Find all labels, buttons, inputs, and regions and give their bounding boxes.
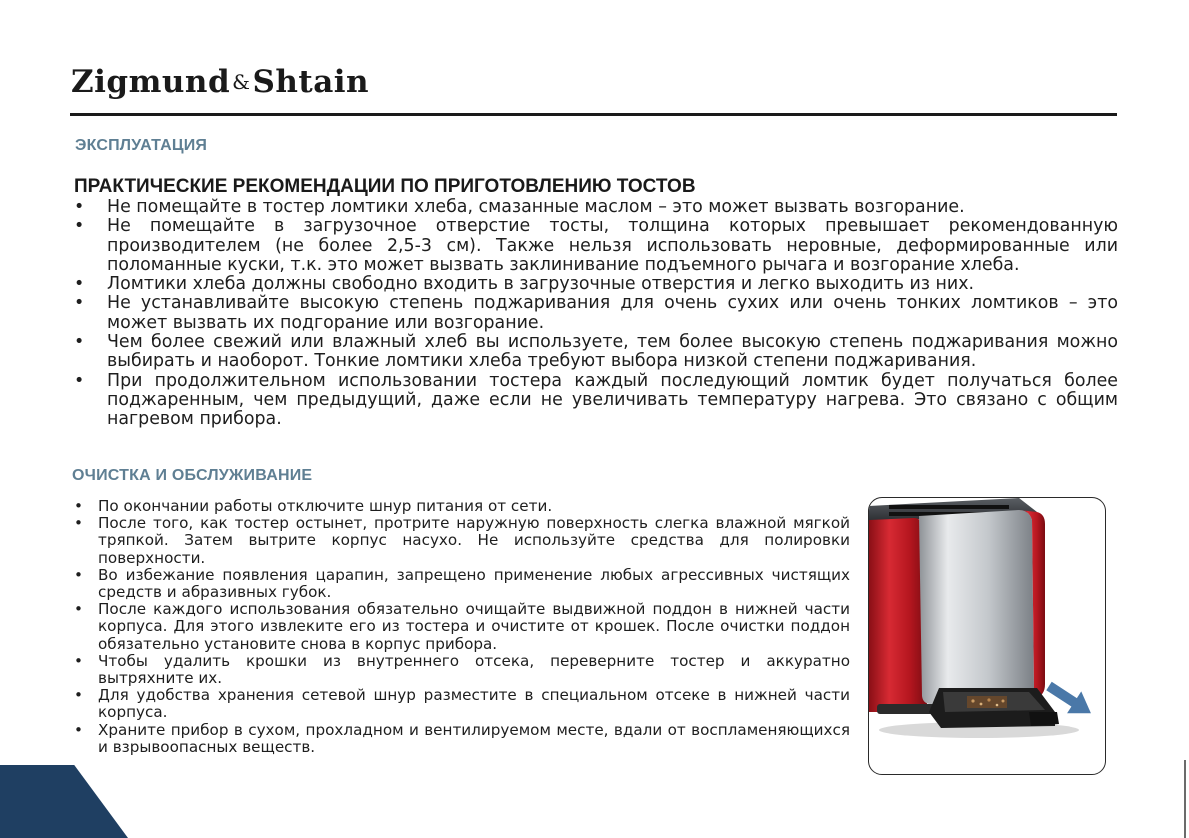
list-item: • Не устанавливайте высокую степень поджаривания для очень сухих или очень тонких ломтиков – это может вызвать их подгорание или возгорание. (74, 294, 1118, 333)
corner-decoration (0, 765, 128, 838)
list-item: • Ломтики хлеба должны свободно входить в загрузочные отверстия и легко выходить из них. (74, 275, 1118, 294)
list-item: • По окончании работы отключите шнур питания от сети. (74, 498, 850, 515)
cleaning-list (74, 498, 850, 756)
brand-ampersand: & (232, 70, 251, 94)
brand-name-left: Zigmund (71, 64, 231, 100)
list-item: • Храните прибор в сухом, прохладном и вентилируемом месте, вдали от воспламеняющихся и взрывоопасных веществ. (74, 722, 850, 756)
toast-tips-list (74, 198, 1118, 430)
list-item: • При продолжительном использовании тостера каждый последующий ломтик будет получаться более поджаренным, чем предыдущий, даже если не увеличивать температуру нагрева. Это связано с общим нагревом прибора. (74, 372, 1118, 430)
list-item: • Чтобы удалить крошки из внутреннего отсека, переверните тостер и аккуратно вытряхните их. (74, 653, 850, 687)
list-item: • Для удобства хранения сетевой шнур разместите в специальном отсеке в нижней части корпуса. (74, 687, 850, 721)
toaster-crumb-tray-icon (869, 498, 1105, 774)
section-heading-operation: ЭКСПЛУАТАЦИЯ (75, 137, 208, 154)
list-item: • Не помещайте в загрузочное отверстие тосты, толщина которых превышает рекомендованную производителем (не более 2,5-3 см). Также нельзя использовать неровные, деформированные или поломанные куски, т.к. это может вызвать заклинивание подъемного рычага и возгорание хлеба. (74, 217, 1118, 275)
brand-name-right: Shtain (252, 64, 370, 100)
toaster-photo (868, 497, 1106, 775)
list-item: • Во избежание появления царапин, запрещено применение любых агрессивных чистящих средств и абразивных губок. (74, 567, 850, 601)
page-edge-mark (1184, 760, 1186, 838)
section-heading-cleaning: ОЧИСТКА И ОБСЛУЖИВАНИЕ (72, 467, 313, 484)
list-item: • После того, как тостер остынет, протрите наружную поверхность слегка влажной мягкой тряпкой. Затем вытрите корпус насухо. Не используйте средства для полировки поверхности. (74, 515, 850, 567)
section-subheading-toast-tips: ПРАКТИЧЕСКИЕ РЕКОМЕНДАЦИИ ПО ПРИГОТОВЛЕНИЮ ТОСТОВ (74, 176, 696, 197)
header-divider (70, 113, 1117, 116)
list-item: • Не помещайте в тостер ломтики хлеба, смазанные маслом – это может вызвать возгорание. (74, 198, 1118, 217)
list-item: • После каждого использования обязательно очищайте выдвижной поддон в нижней части корпуса. Для этого извлеките его из тостера и очистите от крошек. После очистки поддон обязательно установите снова в корпус прибора. (74, 601, 850, 653)
list-item: • Чем более свежий или влажный хлеб вы используете, тем более высокую степень поджаривания можно выбирать и наоборот. Тонкие ломтики хлеба требуют выбора низкой степени поджаривания. (74, 333, 1118, 372)
brand-logo (71, 64, 370, 100)
